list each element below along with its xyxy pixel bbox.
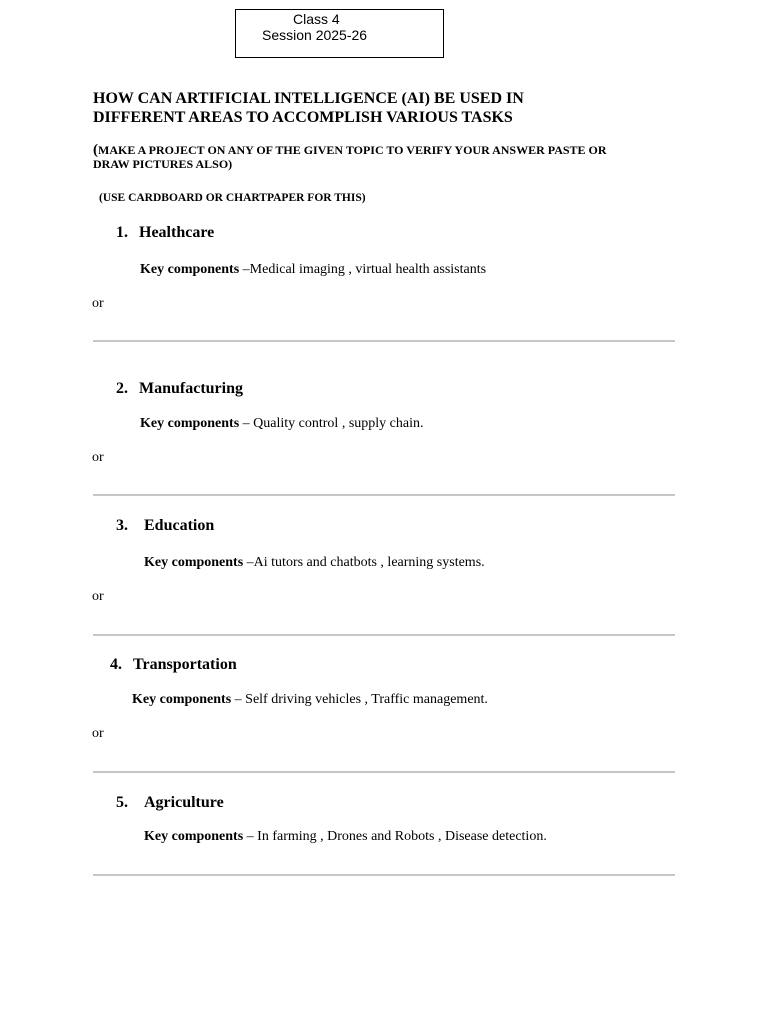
topic-number: 2. xyxy=(116,380,128,397)
topic-number: 3. xyxy=(116,517,128,534)
key-components-sep: – xyxy=(243,555,254,570)
topic-number: 1. xyxy=(116,224,128,241)
or-label-3: or xyxy=(92,589,104,604)
topic-title: Agriculture xyxy=(144,794,224,811)
instruction-paren: ( xyxy=(93,142,98,158)
material-instruction: (USE CARDBOARD OR CHARTPAPER FOR THIS) xyxy=(99,192,366,204)
key-components-2 xyxy=(140,416,423,432)
topic-heading-4 xyxy=(110,656,237,674)
topic-title: Transportation xyxy=(133,656,237,673)
title-line-2: DIFFERENT AREAS TO ACCOMPLISH VARIOUS TASKS xyxy=(93,109,513,126)
answer-line-1 xyxy=(93,340,675,342)
answer-line-4 xyxy=(93,771,675,773)
class-session-box xyxy=(235,9,444,58)
instruction-line-1 xyxy=(93,143,693,157)
instruction-line-1-text: MAKE A PROJECT ON ANY OF THE GIVEN TOPIC TO VERIFY YOUR ANSWER PASTE OR xyxy=(98,143,607,157)
topic-title: Manufacturing xyxy=(139,380,243,397)
answer-line-3 xyxy=(93,634,675,636)
topic-title: Education xyxy=(144,517,215,534)
title-line-1: HOW CAN ARTIFICIAL INTELLIGENCE (AI) BE USED IN xyxy=(93,90,524,107)
instruction-line-2: DRAW PICTURES ALSO) xyxy=(93,157,233,171)
key-components-sep: – xyxy=(239,262,250,277)
key-components-sep: – xyxy=(231,692,246,707)
topic-heading-2 xyxy=(116,380,243,398)
answer-line-5 xyxy=(93,874,675,876)
key-components-label: Key components xyxy=(140,416,240,431)
key-components-3 xyxy=(144,555,485,571)
topic-heading-3 xyxy=(116,517,214,535)
or-label-2: or xyxy=(92,450,104,465)
key-components-text: Self driving vehicles , Traffic management. xyxy=(245,692,488,707)
topic-number: 5. xyxy=(116,794,128,811)
session-label: Session 2025-26 xyxy=(262,27,368,43)
topic-title: Healthcare xyxy=(139,224,215,241)
key-components-5 xyxy=(144,829,547,845)
topic-number: 4. xyxy=(110,656,122,673)
or-label-1: or xyxy=(92,296,104,311)
key-components-label: Key components xyxy=(144,555,244,570)
key-components-sep: – xyxy=(243,829,258,844)
key-components-text: Ai tutors and chatbots , learning systems. xyxy=(253,555,485,570)
project-instruction xyxy=(93,143,693,171)
key-components-label: Key components xyxy=(140,262,240,277)
topic-heading-5 xyxy=(116,794,224,812)
topic-heading-1 xyxy=(116,224,214,242)
key-components-1 xyxy=(140,262,486,278)
key-components-label: Key components xyxy=(144,829,244,844)
key-components-label: Key components xyxy=(132,692,232,707)
key-components-4 xyxy=(132,692,488,708)
class-label: Class 4 xyxy=(293,11,340,27)
answer-line-2 xyxy=(93,494,675,496)
key-components-text: Medical imaging , virtual health assistants xyxy=(249,262,487,277)
page-title xyxy=(93,89,524,127)
key-components-text: Quality control , supply chain. xyxy=(253,416,424,431)
key-components-text: In farming , Drones and Robots , Disease detection. xyxy=(257,829,547,844)
or-label-4: or xyxy=(92,726,104,741)
key-components-sep: – xyxy=(239,416,254,431)
